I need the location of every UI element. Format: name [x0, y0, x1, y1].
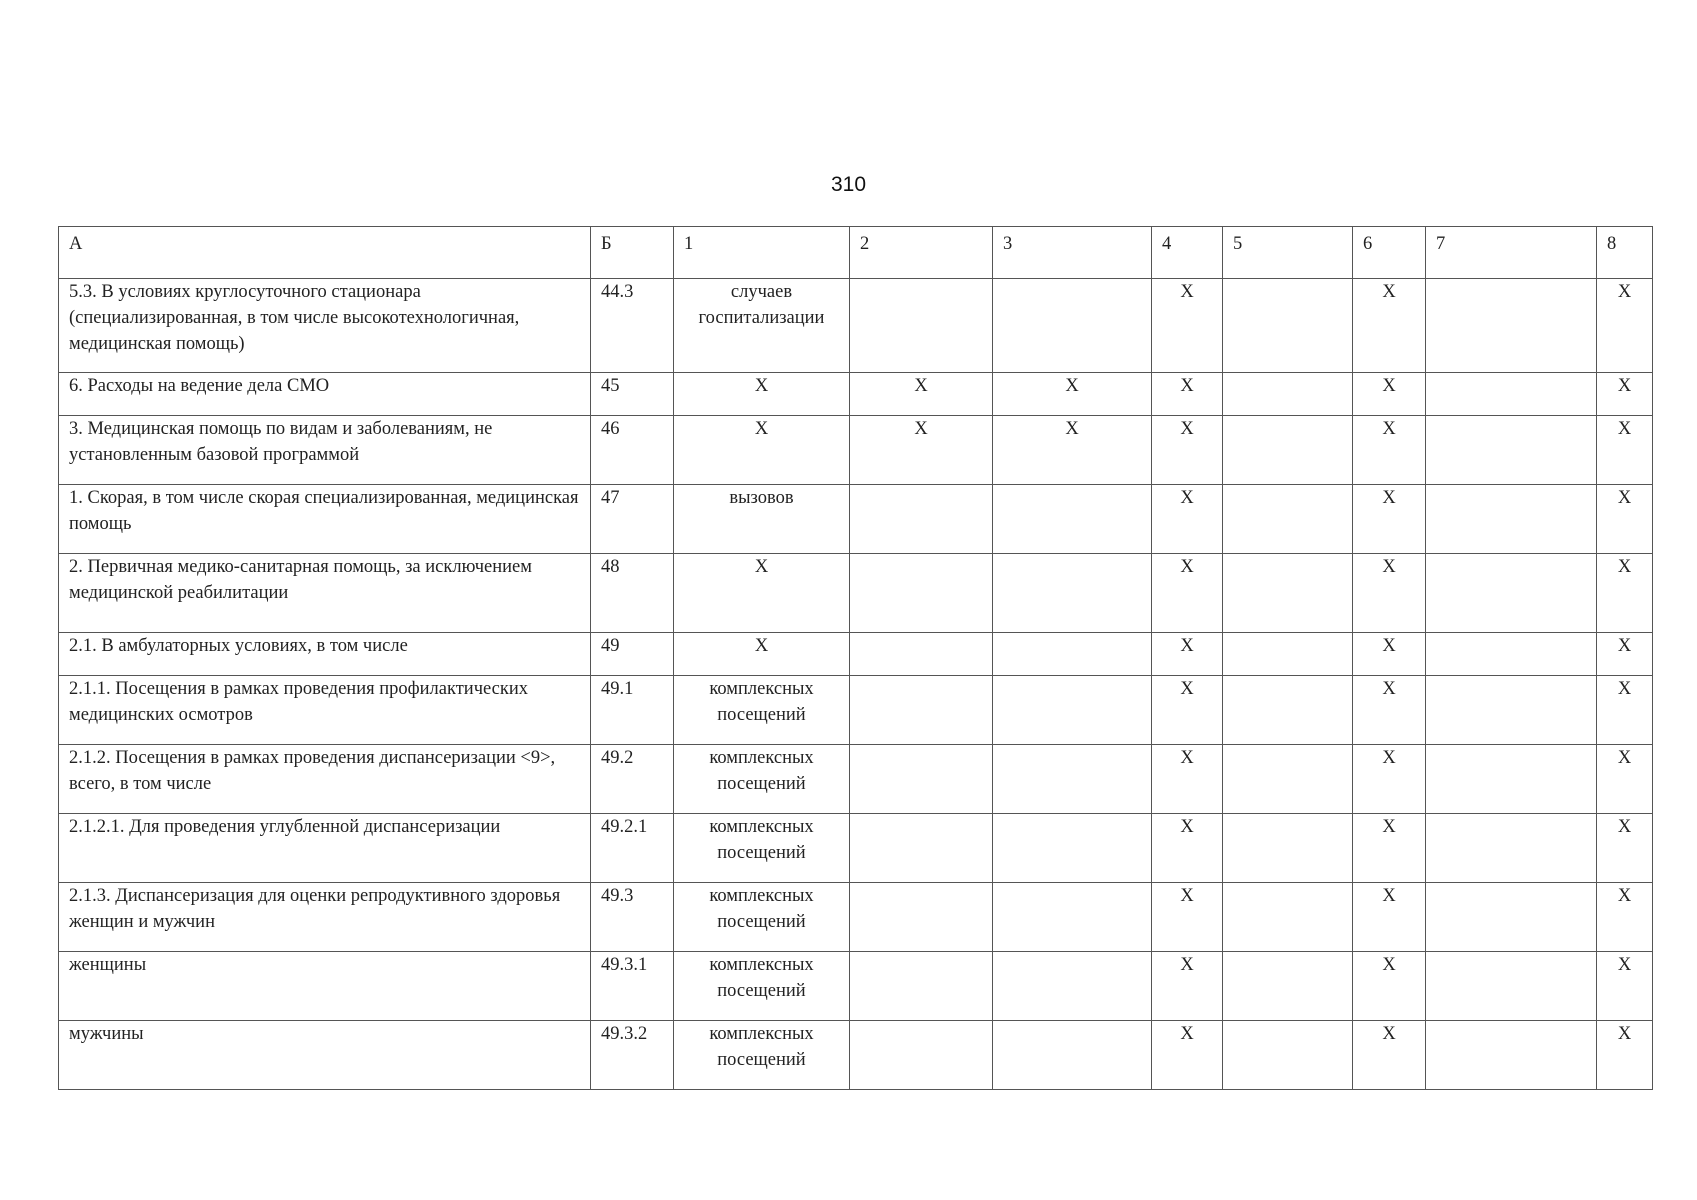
row-value-cell-7	[1426, 554, 1597, 633]
table-row	[59, 814, 1653, 883]
row-value-cell-7	[1426, 279, 1597, 373]
row-code-cell: 49.2.1	[591, 814, 674, 883]
row-unit-cell: комплексных посещений	[674, 745, 850, 814]
row-name-cell: 2.1.2. Посещения в рамках проведения диспансеризации <9>, всего, в том числе	[59, 745, 591, 814]
row-value-cell-3	[993, 814, 1152, 883]
row-value-cell-7	[1426, 745, 1597, 814]
row-unit-cell: X	[674, 416, 850, 485]
row-value-cell-8: X	[1597, 676, 1653, 745]
row-value-cell-3	[993, 279, 1152, 373]
row-value-cell-6: X	[1353, 1021, 1426, 1090]
row-value-cell-6: X	[1353, 745, 1426, 814]
row-value-cell-6: X	[1353, 633, 1426, 676]
header-cell-1: 1	[674, 227, 850, 279]
row-unit-cell: случаев госпитализации	[674, 279, 850, 373]
row-value-cell-2: X	[850, 373, 993, 416]
row-value-cell-5	[1223, 1021, 1353, 1090]
row-value-cell-6: X	[1353, 952, 1426, 1021]
row-name-cell: женщины	[59, 952, 591, 1021]
row-name-cell: 2. Первичная медико-санитарная помощь, за исключением медицинской реабилитации	[59, 554, 591, 633]
row-value-cell-6: X	[1353, 279, 1426, 373]
table-row	[59, 485, 1653, 554]
row-value-cell-8: X	[1597, 883, 1653, 952]
row-unit-cell: X	[674, 633, 850, 676]
row-code-cell: 44.3	[591, 279, 674, 373]
row-code-cell: 47	[591, 485, 674, 554]
data-table	[58, 226, 1653, 1090]
row-value-cell-5	[1223, 485, 1353, 554]
row-name-cell: 2.1.1. Посещения в рамках проведения профилактических медицинских осмотров	[59, 676, 591, 745]
row-value-cell-7	[1426, 485, 1597, 554]
row-value-cell-3: X	[993, 373, 1152, 416]
row-value-cell-2	[850, 554, 993, 633]
row-name-cell: 1. Скорая, в том числе скорая специализированная, медицинская помощь	[59, 485, 591, 554]
row-value-cell-8: X	[1597, 633, 1653, 676]
table-row	[59, 1021, 1653, 1090]
row-value-cell-4: X	[1152, 554, 1223, 633]
row-value-cell-3	[993, 676, 1152, 745]
row-value-cell-4: X	[1152, 485, 1223, 554]
row-value-cell-5	[1223, 883, 1353, 952]
row-code-cell: 45	[591, 373, 674, 416]
row-value-cell-2	[850, 1021, 993, 1090]
row-value-cell-7	[1426, 1021, 1597, 1090]
row-value-cell-5	[1223, 416, 1353, 485]
row-code-cell: 49	[591, 633, 674, 676]
row-value-cell-4: X	[1152, 633, 1223, 676]
row-value-cell-4: X	[1152, 279, 1223, 373]
row-value-cell-7	[1426, 814, 1597, 883]
row-value-cell-8: X	[1597, 814, 1653, 883]
row-value-cell-6: X	[1353, 814, 1426, 883]
row-unit-cell: комплексных посещений	[674, 1021, 850, 1090]
header-cell-5: 5	[1223, 227, 1353, 279]
row-name-cell: 3. Медицинская помощь по видам и заболеваниям, не установленным базовой программой	[59, 416, 591, 485]
row-name-cell: 6. Расходы на ведение дела СМО	[59, 373, 591, 416]
row-unit-cell: комплексных посещений	[674, 814, 850, 883]
table-row	[59, 373, 1653, 416]
row-value-cell-2	[850, 633, 993, 676]
row-value-cell-4: X	[1152, 883, 1223, 952]
row-value-cell-6: X	[1353, 676, 1426, 745]
row-value-cell-3	[993, 633, 1152, 676]
row-value-cell-4: X	[1152, 373, 1223, 416]
row-value-cell-2	[850, 279, 993, 373]
page-number: 310	[830, 173, 867, 196]
row-value-cell-8: X	[1597, 554, 1653, 633]
row-value-cell-4: X	[1152, 416, 1223, 485]
row-value-cell-6: X	[1353, 373, 1426, 416]
header-cell-4: 4	[1152, 227, 1223, 279]
row-value-cell-2	[850, 745, 993, 814]
row-value-cell-4: X	[1152, 952, 1223, 1021]
row-code-cell: 49.3.1	[591, 952, 674, 1021]
header-cell-6: 6	[1353, 227, 1426, 279]
row-value-cell-3	[993, 745, 1152, 814]
row-value-cell-8: X	[1597, 279, 1653, 373]
header-cell-b: Б	[591, 227, 674, 279]
row-value-cell-5	[1223, 373, 1353, 416]
row-value-cell-5	[1223, 745, 1353, 814]
row-value-cell-5	[1223, 952, 1353, 1021]
row-value-cell-3: X	[993, 416, 1152, 485]
row-code-cell: 46	[591, 416, 674, 485]
row-unit-cell: комплексных посещений	[674, 952, 850, 1021]
table-header-row	[59, 227, 1653, 279]
row-value-cell-5	[1223, 814, 1353, 883]
row-value-cell-2	[850, 883, 993, 952]
row-unit-cell: вызовов	[674, 485, 850, 554]
row-unit-cell: X	[674, 373, 850, 416]
table-row	[59, 676, 1653, 745]
row-value-cell-7	[1426, 952, 1597, 1021]
row-value-cell-8: X	[1597, 745, 1653, 814]
row-value-cell-3	[993, 952, 1152, 1021]
row-value-cell-7	[1426, 883, 1597, 952]
row-value-cell-5	[1223, 633, 1353, 676]
table-row	[59, 883, 1653, 952]
table-row	[59, 554, 1653, 633]
row-value-cell-6: X	[1353, 883, 1426, 952]
row-value-cell-3	[993, 883, 1152, 952]
row-name-cell: 2.1. В амбулаторных условиях, в том числе	[59, 633, 591, 676]
header-cell-a: А	[59, 227, 591, 279]
row-name-cell: мужчины	[59, 1021, 591, 1090]
row-value-cell-2	[850, 676, 993, 745]
row-value-cell-2: X	[850, 416, 993, 485]
row-value-cell-2	[850, 814, 993, 883]
row-value-cell-2	[850, 485, 993, 554]
row-value-cell-4: X	[1152, 745, 1223, 814]
row-value-cell-2	[850, 952, 993, 1021]
row-value-cell-5	[1223, 676, 1353, 745]
row-value-cell-6: X	[1353, 485, 1426, 554]
row-code-cell: 49.1	[591, 676, 674, 745]
row-value-cell-8: X	[1597, 1021, 1653, 1090]
row-value-cell-4: X	[1152, 1021, 1223, 1090]
table-row	[59, 416, 1653, 485]
row-value-cell-8: X	[1597, 952, 1653, 1021]
row-name-cell: 2.1.3. Диспансеризация для оценки репродуктивного здоровья женщин и мужчин	[59, 883, 591, 952]
row-value-cell-5	[1223, 279, 1353, 373]
table-row	[59, 633, 1653, 676]
row-name-cell: 2.1.2.1. Для проведения углубленной диспансеризации	[59, 814, 591, 883]
row-code-cell: 48	[591, 554, 674, 633]
row-value-cell-7	[1426, 676, 1597, 745]
table-row	[59, 745, 1653, 814]
row-value-cell-4: X	[1152, 814, 1223, 883]
row-value-cell-6: X	[1353, 554, 1426, 633]
header-cell-3: 3	[993, 227, 1152, 279]
row-unit-cell: комплексных посещений	[674, 676, 850, 745]
row-value-cell-8: X	[1597, 416, 1653, 485]
row-value-cell-3	[993, 554, 1152, 633]
row-name-cell: 5.3. В условиях круглосуточного стационара (специализированная, в том числе высокотехнологичная, медицинская помощь)	[59, 279, 591, 373]
table-row	[59, 279, 1653, 373]
table-row	[59, 952, 1653, 1021]
row-value-cell-3	[993, 485, 1152, 554]
row-value-cell-3	[993, 1021, 1152, 1090]
row-code-cell: 49.3	[591, 883, 674, 952]
row-value-cell-7	[1426, 416, 1597, 485]
row-value-cell-6: X	[1353, 416, 1426, 485]
row-code-cell: 49.2	[591, 745, 674, 814]
header-cell-2: 2	[850, 227, 993, 279]
row-value-cell-8: X	[1597, 373, 1653, 416]
row-value-cell-7	[1426, 633, 1597, 676]
row-value-cell-5	[1223, 554, 1353, 633]
header-cell-8: 8	[1597, 227, 1653, 279]
row-value-cell-7	[1426, 373, 1597, 416]
row-unit-cell: X	[674, 554, 850, 633]
header-cell-7: 7	[1426, 227, 1597, 279]
row-unit-cell: комплексных посещений	[674, 883, 850, 952]
row-value-cell-4: X	[1152, 676, 1223, 745]
row-code-cell: 49.3.2	[591, 1021, 674, 1090]
row-value-cell-8: X	[1597, 485, 1653, 554]
